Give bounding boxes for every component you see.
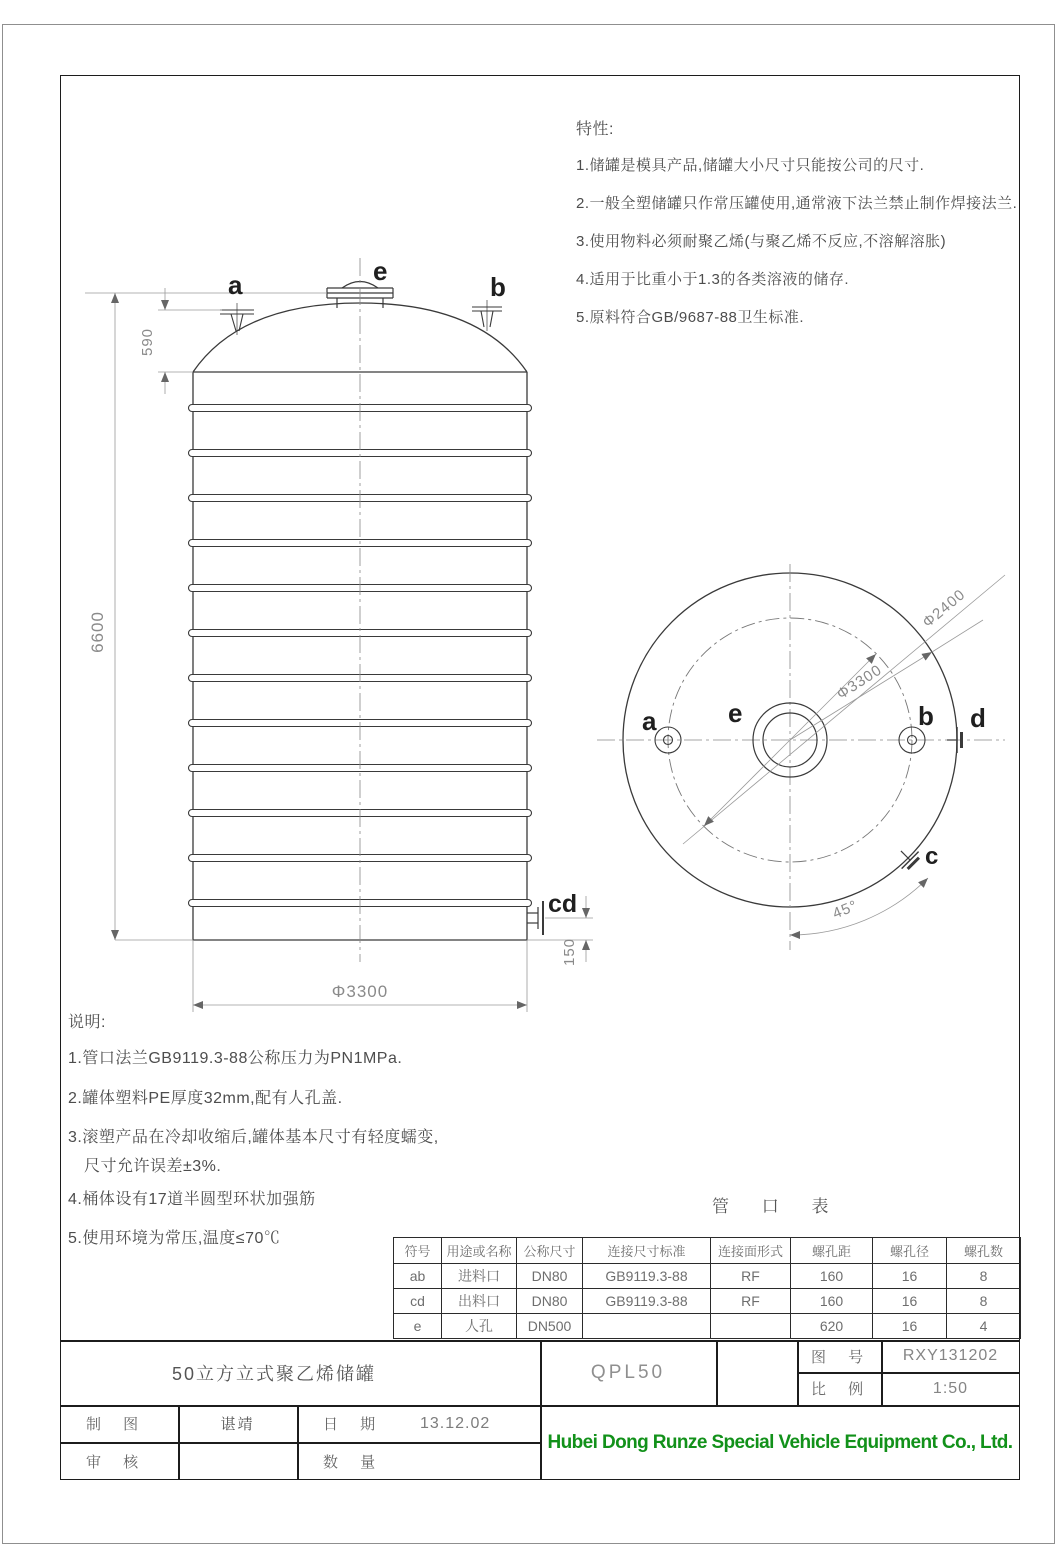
cell: e [394,1314,442,1339]
cell: 8 [947,1289,1021,1314]
model-code: QPL50 [590,1361,666,1383]
cell [583,1314,711,1339]
cell: 人孔 [442,1314,517,1339]
cell: DN80 [517,1289,583,1314]
dim-150: 150 [561,937,578,967]
label-top-a: a [642,706,657,736]
company-name: Hubei Dong Runze Special Vehicle Equipment Co., Ltd. [547,1431,1013,1453]
note-line: 4.适用于比重小于1.3的各类溶液的储存. [576,271,850,288]
cell: 620 [791,1314,873,1339]
note-line: 3.使用物料必须耐聚乙烯(与聚乙烯不反应,不溶解溶胀) [576,233,947,250]
note-line: 2.罐体塑料PE厚度32mm,配有人孔盖. [68,1090,343,1107]
cell: 出料口 [442,1289,517,1314]
tank-top-view [585,550,1045,970]
col-header: 符号 [394,1238,442,1264]
drawn-by: 谌靖 [220,1416,255,1433]
cell [711,1314,791,1339]
cell: 16 [873,1314,947,1339]
nozzle-c-top [892,842,921,871]
cell: 16 [873,1264,947,1289]
cell: RF [711,1289,791,1314]
label-top-c: c [925,843,939,870]
nozzle-table [393,1237,1021,1339]
centerlines [597,564,1005,950]
drawn-label: 制 图 [86,1416,148,1433]
cell: GB9119.3-88 [583,1289,711,1314]
label-top-d: d [970,703,986,733]
cell: 160 [791,1264,873,1289]
note-line: 1.储罐是模具产品,储罐大小尺寸只能按公司的尺寸. [576,157,925,174]
table-header-row [394,1238,1021,1264]
cell: 16 [873,1289,947,1314]
dim-bolt-circle-2400: Φ2400 [919,585,969,632]
scale-value: 1:50 [932,1379,969,1397]
nozzle-a-front [220,303,254,335]
note-line: 5.使用环境为常压,温度≤70℃ [68,1230,281,1247]
table-row [394,1314,1021,1339]
dim-outer-3300: Φ3300 [833,661,886,704]
note-line: 4.桶体设有17道半圆型环状加强筋 [68,1191,316,1208]
col-header: 连接面形式 [711,1238,791,1264]
check-label: 审 核 [86,1454,148,1471]
tank-front-view [70,250,610,1030]
dim-diameter-3300: Φ3300 [331,982,389,1001]
note-line: 5.原料符合GB/9687-88卫生标准. [576,309,805,326]
cell: cd [394,1289,442,1314]
col-header: 螺孔径 [873,1238,947,1264]
note-line: 3.滚塑产品在冷却收缩后,罐体基本尺寸有轻度蠕变, [68,1129,439,1146]
characteristics-notes [576,116,1018,344]
cell: 4 [947,1314,1021,1339]
cell: ab [394,1264,442,1289]
col-header: 连接尺寸标准 [583,1238,711,1264]
cell: 进料口 [442,1264,517,1289]
table-row [394,1264,1021,1289]
title-block [60,1340,1020,1480]
nozzle-table-title: 管 口 表 [712,1197,843,1216]
dim-angle-45: 45° [830,897,861,923]
col-header: 用途或名称 [442,1238,517,1264]
drawing-title: 50立方立式聚乙烯储罐 [172,1363,377,1384]
label-nozzle-b: b [490,272,506,302]
qty-value [420,1443,540,1480]
col-header: 螺孔距 [791,1238,873,1264]
explanation-title: 说明: [68,1014,106,1031]
notes-title: 特性: [576,121,614,138]
cell: 8 [947,1264,1021,1289]
explanation-notes [68,1012,439,1249]
col-header: 螺孔数 [947,1238,1021,1264]
cell: GB9119.3-88 [583,1264,711,1289]
qty-label: 数 量 [323,1454,385,1471]
date-value: 13.12.02 [420,1414,491,1432]
check-by [178,1443,297,1480]
label-nozzle-cd: cd [548,890,578,918]
cell: DN80 [517,1264,583,1289]
note-line: 1.管口法兰GB9119.3-88公称压力为PN1MPa. [68,1050,403,1067]
drawing-no-label: 图 号 [811,1348,873,1366]
label-nozzle-a: a [228,270,243,300]
drawing-no-value: RXY131202 [902,1347,999,1364]
dim-590: 590 [139,327,156,357]
dim-6600: 6600 [88,611,107,653]
note-line: 2.一般全塑储罐只作常压罐使用,通常液下法兰禁止制作焊接法兰. [576,195,1018,212]
label-manhole-e: e [373,256,388,286]
scale-label: 比 例 [811,1381,873,1398]
nozzle-b-front [472,300,502,331]
cell: RF [711,1264,791,1289]
col-header: 公称尺寸 [517,1238,583,1264]
cell: DN500 [517,1314,583,1339]
label-top-b: b [918,701,934,731]
note-line: 尺寸允许误差±3%. [84,1158,222,1175]
label-top-e: e [728,698,743,728]
date-label: 日 期 [323,1416,385,1433]
table-row [394,1289,1021,1314]
cell: 160 [791,1289,873,1314]
